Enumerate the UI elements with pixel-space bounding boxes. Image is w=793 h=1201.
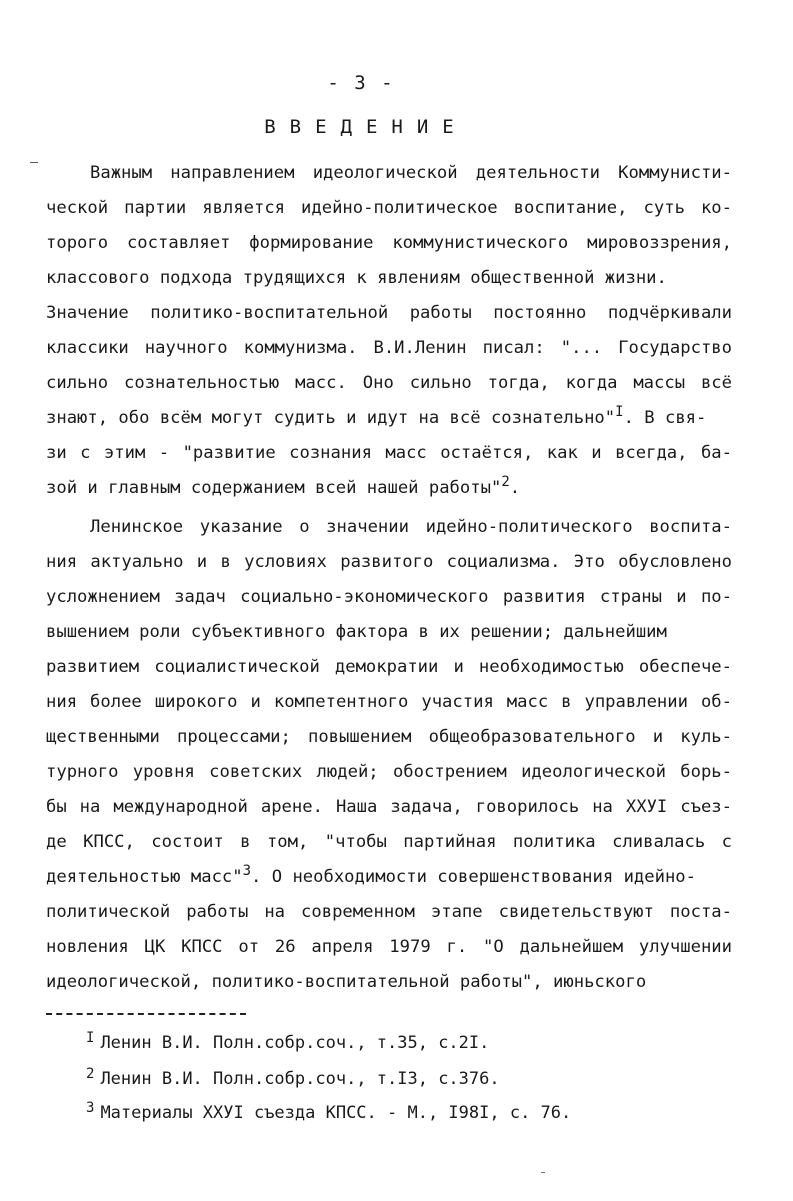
body-line: Ленинское указание о значении идейно-политического воспита- [90, 517, 732, 537]
body-line: щественными процессами; повышением общеобразовательного и куль- [46, 727, 732, 747]
body-line: классового подхода трудящихся к явлениям общественной жизни. [46, 268, 667, 288]
body-line: усложнением задач социально-экономического развития страны и по- [46, 587, 732, 607]
footnote-separator [46, 1013, 246, 1015]
body-line: классики научного коммунизма. В.И.Ленин писал: "... Государство [46, 338, 732, 358]
body-line: идеологической, политико-воспитательной работы", июньского [46, 972, 647, 992]
body-line: ческой партии является идейно-политическое воспитание, суть ко- [46, 198, 732, 218]
body-text: знают, обо всём могут судить и идут на всё сознательно" [46, 408, 616, 428]
footnote-text: Ленин В.И. Полн.собр.соч., т.I3, с.376. [100, 1069, 500, 1089]
scan-speck [541, 1172, 545, 1173]
body-line: ния более широкого и компетентного участия масс в управлении об- [46, 692, 732, 712]
body-line [46, 474, 732, 500]
body-text: . О необходимости совершенствования идейно- [251, 867, 697, 887]
body-line: политической работы на современном этапе свидетельствуют поста- [46, 902, 732, 922]
body-text: . [509, 478, 521, 498]
body-text: зой и главным содержанием всей нашей работы" [46, 478, 502, 498]
body-line: торого составляет формирование коммунистического мировоззрения, [46, 233, 732, 253]
footnote-text: Ленин В.И. Полн.собр.соч., т.35, с.2I. [100, 1033, 490, 1053]
body-line: зи с этим - "развитие сознания масс остаётся, как и всегда, ба- [46, 443, 732, 463]
body-line [46, 404, 732, 430]
footnote [86, 1068, 500, 1091]
body-line: новления ЦК КПСС от 26 апреля 1979 г. "О дальнейшем улучшении [46, 937, 732, 957]
body-line: развитием социалистической демократии и необходимостью обеспече- [46, 657, 732, 677]
section-heading: ВВЕДЕНИЕ [264, 116, 468, 138]
page-number: - 3 - [327, 72, 395, 94]
body-text: деятельностью масс" [46, 867, 243, 887]
body-line: турного уровня советских людей; обострением идеологической борь- [46, 762, 732, 782]
body-line: Важным направлением идеологической деятельности Коммунисти- [90, 163, 732, 183]
body-line: бы на международной арене. Наша задача, говорилось на ХХУI съез- [46, 797, 732, 817]
footnote-mark: 3 [86, 1100, 95, 1116]
margin-mark [30, 162, 38, 163]
body-line: де КПСС, состоит в том, "чтобы партийная политика сливалась с [46, 832, 732, 852]
footnote [86, 1102, 571, 1125]
body-line [46, 863, 732, 889]
footnote-mark: I [86, 1030, 95, 1046]
body-line: ния актуально и в условиях развитого социализма. Это обусловлено [46, 552, 732, 572]
footnote [86, 1032, 489, 1055]
body-text: . В свя- [623, 408, 707, 428]
body-line: сильно сознательностью масс. Оно сильно тогда, когда массы всё [46, 373, 732, 393]
body-line: Значение политико-воспитательной работы постоянно подчёркивали [46, 303, 732, 323]
footnote-mark: 2 [86, 1066, 95, 1082]
footnote-ref: 2 [501, 474, 510, 490]
footnote-ref: 3 [242, 863, 252, 879]
footnote-ref: I [615, 404, 624, 420]
footnote-text: Материалы ХХУI съезда КПСС. - М., I98I, с. 76. [100, 1103, 572, 1123]
body-line: вышением роли субъективного фактора в их решении; дальнейшим [46, 622, 667, 642]
